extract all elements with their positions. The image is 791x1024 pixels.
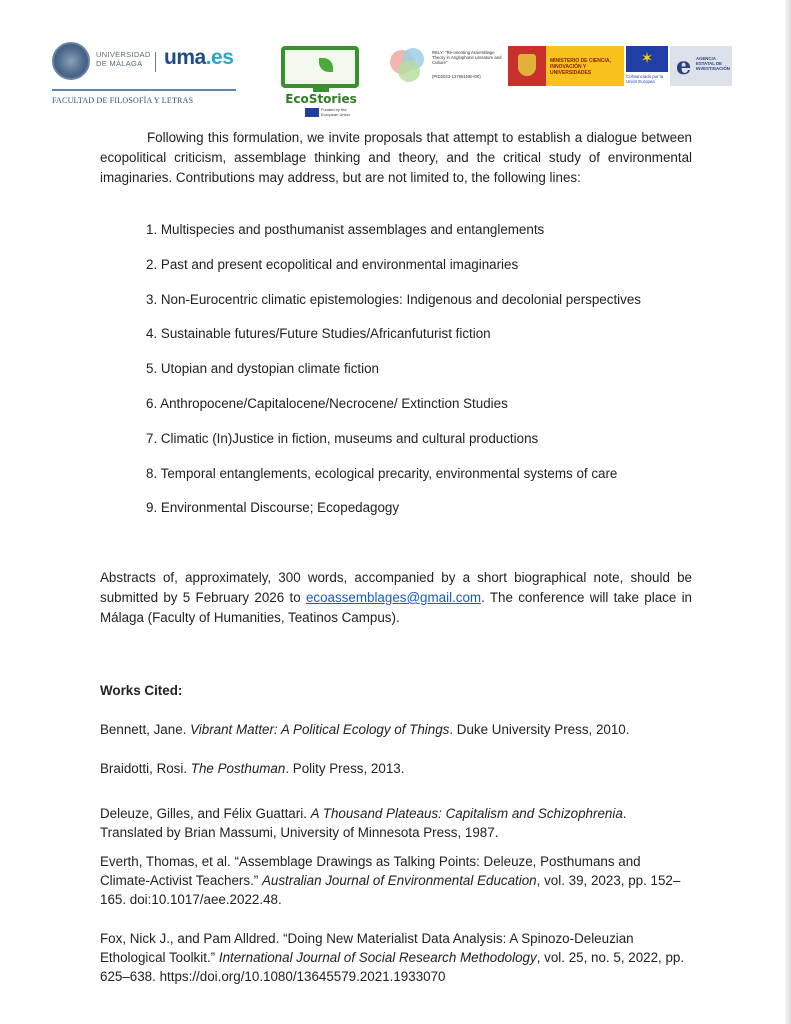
rely-circle-icon — [398, 60, 420, 82]
abstract-text: Abstracts of, approximately, 300 words, accompanied by a short biographical note, should be submitted by 5 February 2026 to — [100, 570, 692, 605]
ministerio-logo — [508, 46, 624, 86]
ecostories-title: EcoStories — [285, 92, 357, 106]
reference-title: The Posthuman — [190, 761, 286, 776]
eu-flag-icon — [626, 46, 668, 72]
page-edge-shadow — [785, 0, 791, 1024]
list-item: 7. Climatic (In)Justice in fiction, museums and cultural productions — [146, 430, 539, 446]
aei-logo — [670, 46, 732, 86]
aei-label: AGENCIA ESTATAL DE INVESTIGACIÓN — [696, 56, 730, 72]
eu-stars-icon: ✶ — [640, 50, 654, 67]
uma-brand — [164, 46, 233, 70]
reference-text: Braidotti, Rosi. — [100, 761, 191, 776]
faculty-label: FACULTAD DE FILOSOFÍA Y LETRAS — [52, 96, 194, 105]
reference-text: Deleuze, Gilles, and Félix Guattari. — [100, 806, 311, 821]
faculty-rule — [52, 89, 236, 91]
rely-project-code: (PID2023-137661NB-I00) — [432, 74, 481, 79]
list-item: 9. Environmental Discourse; Ecopedagogy — [146, 500, 400, 516]
reference-item — [100, 852, 692, 909]
coat-of-arms-icon — [518, 54, 536, 76]
reference-title: International Journal of Social Research Methodology — [218, 950, 537, 965]
leaf-icon — [319, 58, 333, 72]
lines-list — [146, 223, 641, 536]
reference-item — [100, 929, 692, 986]
rely-logo — [388, 46, 506, 86]
reference-text: , vol. 39, 2023, pp. 152–165. doi:10.1017/aee.2022.48. — [100, 873, 681, 907]
list-item: 5. Utopian and dystopian climate fiction — [146, 361, 379, 377]
reference-text: Everth, Thomas, et al. “Assemblage Drawings as Talking Points: Deleuze, Posthumans and Climate-Activist Teachers.” — [100, 854, 641, 888]
reference-text: . Duke University Press, 2010. — [449, 722, 630, 737]
uma-brand-main: uma — [164, 46, 206, 69]
reference-title: Australian Journal of Environmental Education — [261, 873, 537, 888]
reference-text: . Polity Press, 2013. — [285, 761, 405, 776]
list-item: 2. Past and present ecopolitical and environmental imaginaries — [146, 256, 519, 272]
reference-text: Bennett, Jane. — [100, 722, 191, 737]
list-item: 4. Sustainable futures/Future Studies/Africanfuturist fiction — [146, 326, 491, 342]
logo-divider — [155, 52, 156, 72]
list-item: 6. Anthropocene/Capitalocene/Necrocene/ Extinction Studies — [146, 395, 508, 411]
university-label: UNIVERSIDAD DE MÁLAGA — [96, 50, 151, 68]
intro-paragraph: Following this formulation, we invite proposals that attempt to establish a dialogue between ecopolitical criticism, assemblage thinking and theory, and the critical study of environmental imaginaries. Contributions may address, but are not limited to, the following lines: — [100, 130, 692, 185]
list-item: 3. Non-Eurocentric climatic epistemologies: Indigenous and decolonial perspectives — [146, 291, 641, 307]
reference-title: A Thousand Plateaus: Capitalism and Schizophrenia — [310, 806, 623, 821]
works-cited-heading: Works Cited: — [100, 683, 183, 698]
funded-by-label: Funded by the European Union — [321, 107, 350, 117]
list-item: 1. Multispecies and posthumanist assemblages and entanglements — [146, 222, 545, 237]
abstract-paragraph — [100, 568, 692, 628]
list-item: 8. Temporal entanglements, ecological precarity, environmental systems of care — [146, 465, 618, 481]
uma-brand-tld: .es — [205, 46, 234, 69]
eu-flag-icon — [305, 108, 319, 117]
reference-title: Vibrant Matter: A Political Ecology of Things — [190, 722, 450, 737]
screen-icon — [281, 46, 359, 88]
abstract-text: . The conference will take place in Málaga (Faculty of Humanities, Teatinos Campus). — [100, 590, 692, 625]
ministerio-red-band — [508, 46, 546, 86]
reference-item — [100, 720, 692, 739]
reference-text: , vol. 25, no. 5, 2022, pp. 625–638. https://doi.org/10.1080/13645579.2021.1933070 — [100, 950, 685, 984]
uma-logo — [52, 42, 238, 112]
rely-description: RELY: "Re-orienting Assemblage Theory in Anglophone Literature and Culture" — [432, 50, 502, 66]
ministerio-label: MINISTERIO DE CIENCIA, INNOVACIÓN Y UNIVERSIDADES — [550, 58, 611, 76]
reference-text: Fox, Nick J., and Pam Alldred. “Doing New Materialist Data Analysis: A Spinozo-Deleuzian Ethological Toolkit.” — [100, 931, 634, 965]
eu-cofunded-logo — [626, 46, 668, 86]
aei-mark-icon: e — [676, 51, 692, 80]
reference-text: . Translated by Brian Massumi, University of Minnesota Press, 1987. — [100, 806, 627, 840]
ecostories-logo — [275, 44, 367, 120]
eu-cofunded-label: Cofinanciado por la Unión Europea — [626, 74, 664, 84]
university-seal-icon — [52, 42, 90, 80]
reference-item — [100, 804, 692, 842]
email-link[interactable]: ecoassemblages@gmail.com — [305, 590, 482, 605]
reference-item — [100, 759, 692, 778]
